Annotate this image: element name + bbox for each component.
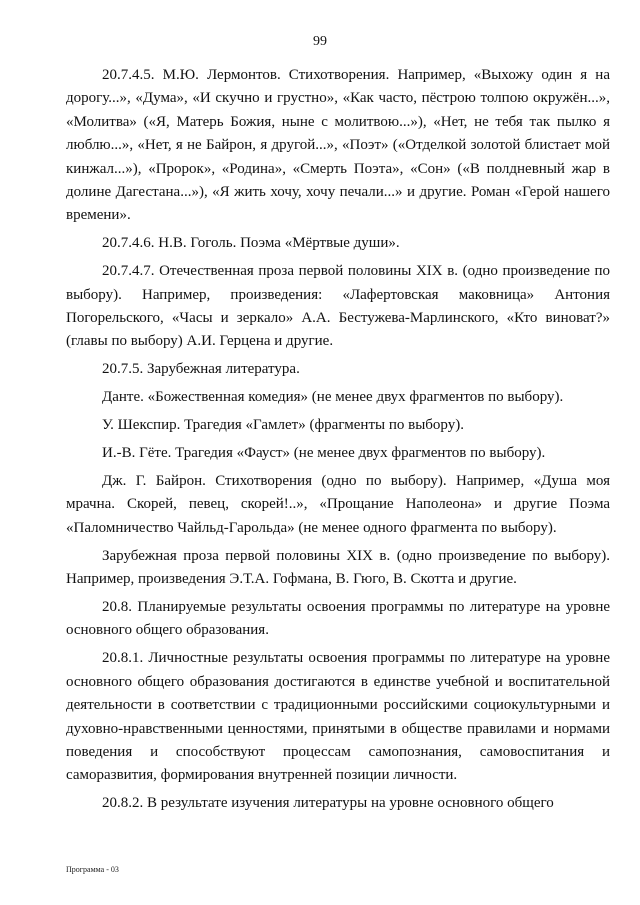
paragraph-lermontov: 20.7.4.5. М.Ю. Лермонтов. Стихотворения. Например, «Выхожу один я на дорогу...», «Дума», «И скучно и грустно», «Как часто, пёстрою толпою окружён...», «Молитва» («Я, Матерь Божия, ныне с молитвою...»), «Нет, не тебя так пылко я люблю...», «Нет, я не Байрон, я другой...», «Поэт» («Отделкой золотой блистает мой кинжал...»), «Пророк», «Родина», «Смерть Поэта», «Сон» («В полдневный жар в долине Дагестана...»), «Я жить хочу, хочу печали...» и другие. Роман «Герой нашего времени». [66,67,610,224]
paragraph-dante: Данте. «Божественная комедия» (не менее двух фрагментов по выбору). [102,389,564,406]
paragraph-shakespeare: У. Шекспир. Трагедия «Гамлет» (фрагменты по выбору). [102,417,464,434]
page-number: 99 [313,34,327,49]
page-body [66,64,610,820]
paragraph-study-results: 20.8.2. В результате изучения литературы на уровне основного общего [102,795,554,812]
footer-label: Программа - 03 [66,865,119,874]
paragraph-foreign-prose: Зарубежная проза первой половины XIX в. (одно произведение по выбору). Например, произведения Э.Т.А. Гофмана, В. Гюго, В. Скотта и другие. [66,547,610,588]
paragraph-goethe: И.-В. Гёте. Трагедия «Фауст» (не менее двух фрагментов по выбору). [102,445,546,462]
paragraph-foreign-literature-heading: 20.7.5. Зарубежная литература. [102,361,300,378]
paragraph-byron: Дж. Г. Байрон. Стихотворения (одно по выбору). Например, «Душа моя мрачна. Скорей, певец, скорей!..», «Прощание Наполеона» и другие Поэма «Паломничество Чайльд-Гарольда» (не менее одного фрагмента по выбору). [66,473,610,536]
paragraph-personal-results: 20.8.1. Личностные результаты освоения программы по литературе на уровне основного общего образования достигаются в единстве учебной и воспитательной деятельности в соответствии с традиционными российскими социокультурными и духовно-нравственными ценностями, принятыми в обществе правилами и нормами поведения и способствуют процессам самопознания, самовоспитания и саморазвития, формирования внутренней позиции личности. [66,650,610,784]
paragraph-gogol: 20.7.4.6. Н.В. Гоголь. Поэма «Мёртвые души». [102,235,400,252]
paragraph-planned-results: 20.8. Планируемые результаты освоения программы по литературе на уровне основного общего образования. [66,599,610,639]
paragraph-russian-prose: 20.7.4.7. Отечественная проза первой половины XIX в. (одно произведение по выбору). Например, произведения: «Лафертовская маковница» Антония Погорельского, «Часы и зеркало» А.А. Бестужева-Марлинского, «Кто виноват?» (главы по выбору) А.И. Герцена и другие. [66,263,610,350]
